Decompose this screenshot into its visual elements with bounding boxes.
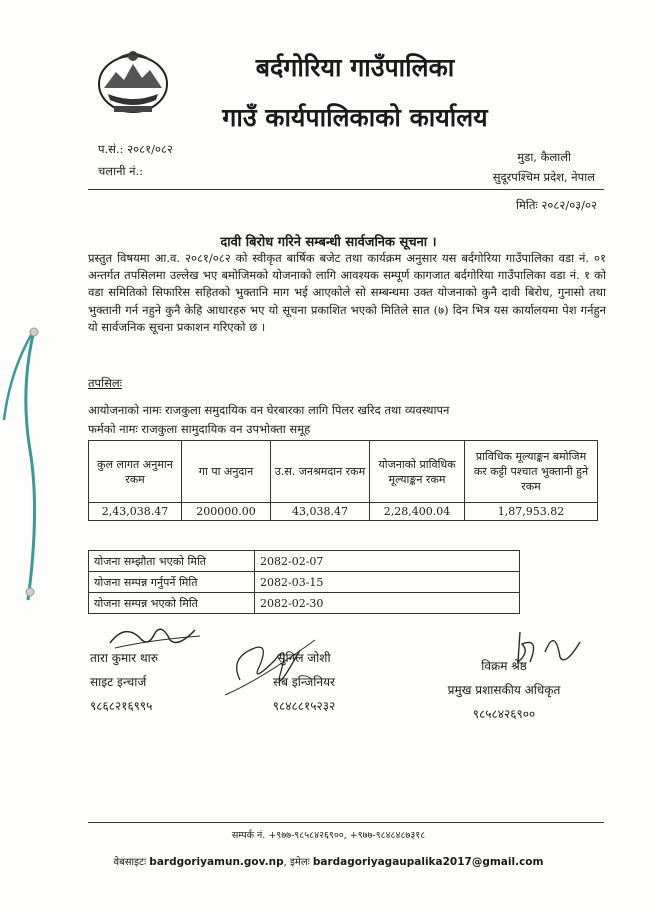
website-label: वेबसाइटः bbox=[113, 857, 147, 868]
notice-date: मितिः २०८२/०३/०२ bbox=[516, 198, 597, 212]
office-name: बर्दगोरिया गाउँपालिका bbox=[255, 53, 455, 82]
signatory-phone: ९८४८८१५२३२ bbox=[272, 699, 336, 713]
cost-header-payment: प्राविधिक मूल्याङ्कन बमोजिम कर कट्टी पश्चात भुक्तानी हुने रकम bbox=[465, 441, 598, 503]
signatory-phone: ९८५८४२६९०० bbox=[472, 707, 536, 721]
signatory-name: तारा कुमार थारु bbox=[90, 651, 158, 665]
location-line-2: सुदूरपश्चिम प्रदेश, नेपाल bbox=[492, 170, 595, 184]
cost-value-payment: 1,87,953.82 bbox=[465, 503, 598, 521]
binding-string bbox=[0, 310, 45, 610]
table-row bbox=[89, 593, 520, 614]
project-name: आयोजनाको नामः राजकुला समुदायिक वन घेरबारका लागि पिलर खरिद तथा व्यवस्थापन bbox=[88, 403, 450, 417]
cost-value-total: 2,43,038.47 bbox=[89, 503, 182, 521]
email-label: , इमेलः bbox=[283, 857, 310, 868]
cost-header-grant: गा पा अनुदान bbox=[182, 441, 271, 503]
website-link[interactable]: bardgoriyamun.gov.np bbox=[149, 856, 284, 868]
cost-value-labor: 43,038.47 bbox=[271, 503, 370, 521]
footer-divider bbox=[88, 822, 604, 823]
cost-table bbox=[88, 440, 598, 521]
date-value: 2082-02-30 bbox=[255, 593, 520, 614]
reference-number: प.सं.: २०८१/०८२ bbox=[98, 142, 173, 156]
signatory-phone: ९८६८२१६९९५ bbox=[90, 699, 153, 713]
signatory-title: सब इन्जिनियर bbox=[273, 675, 335, 689]
signatory-sub-engineer bbox=[244, 646, 364, 718]
cost-value-grant: 200000.00 bbox=[182, 503, 271, 521]
firm-name: फर्मको नामः राजकुला सामुदायिक वन उपभोक्ता समूह bbox=[88, 422, 311, 436]
footer-web-email bbox=[0, 854, 657, 868]
cost-header-total: कुल लागत अनुमान रकम bbox=[89, 441, 182, 503]
header-divider bbox=[88, 189, 604, 190]
date-label: योजना सम्पन्न गर्नुपर्ने मिति bbox=[89, 572, 255, 593]
email-link[interactable]: bardagoriyagaupalika2017@gmail.com bbox=[312, 856, 544, 868]
table-row bbox=[89, 551, 520, 572]
date-value: 2082-02-07 bbox=[255, 551, 520, 572]
table-row bbox=[89, 572, 520, 593]
office-subtitle: गाउँ कार्यपालिकाको कार्यालय bbox=[222, 103, 488, 132]
dispatch-number: चलानी नं.: bbox=[98, 164, 144, 178]
footer-contact: सम्पर्क नं. +९७७-९८५८४२६९००, +९७७-९८४८४८७३१८ bbox=[231, 830, 426, 841]
signatory-title: साइट इन्चार्ज bbox=[90, 675, 147, 689]
dates-table bbox=[88, 550, 520, 614]
date-label: योजना सम्झौता भएको मिति bbox=[89, 551, 255, 572]
nepal-emblem-icon bbox=[96, 46, 170, 116]
signatory-name: सुनिल जोशी bbox=[277, 651, 331, 665]
signatory-chief-officer bbox=[424, 654, 584, 726]
cost-header-labor: उ.स. जनश्रमदान रकम bbox=[271, 441, 370, 503]
signatory-site-incharge bbox=[90, 646, 158, 718]
signatory-title: प्रमुख प्रशासकीय अधिकृत bbox=[447, 683, 561, 697]
date-label: योजना सम्पन्न भएको मिति bbox=[89, 593, 255, 614]
notice-body: प्रस्तुत विषयमा आ.व. २०८१/०८२ को स्वीकृत बार्षिक बजेट तथा कार्यक्रम अनुसार यस बर्दगोरिया गाउँपालिका वडा नं. ०१ अन्तर्गत तपसिलमा उल्लेख भए बमोजिमको योजनाको लागि आवश्यक सम्पूर्ण कागजात बर्दगोरिया गाउँपालिका वडा नं. १ को वडा समितिको सिफारिस सहितको भुक्तानि माग भई आएकोले सो सम्बन्धमा उक्त योजनाको कुनै दावी बिरोध, गुनासो तथा भुक्तानी गर्न नहुने कुनै केहि आधारहरु भए यो सूचना प्रकाशित भएको मितिले सात (७) दिन भित्र यस कार्यालयमा पेश गर्नहुन यो सार्वजनिक सूचना प्रकाशन गरिएको छ । bbox=[88, 251, 606, 334]
location-line-1: मुडा, कैलाली bbox=[517, 150, 571, 164]
date-value: 2082-03-15 bbox=[255, 572, 520, 593]
signatory-name: विक्रम श्रेष्ठ bbox=[481, 659, 527, 673]
cost-value-evaluation: 2,28,400.04 bbox=[370, 503, 465, 521]
details-heading: तपसिलः bbox=[88, 376, 122, 390]
cost-header-evaluation: योजनाको प्राविधिक मूल्याङ्कन रकम bbox=[370, 441, 465, 503]
notice-subject: दावी बिरोध गरिने सम्बन्धी सार्वजनिक सूचना । bbox=[220, 235, 437, 250]
